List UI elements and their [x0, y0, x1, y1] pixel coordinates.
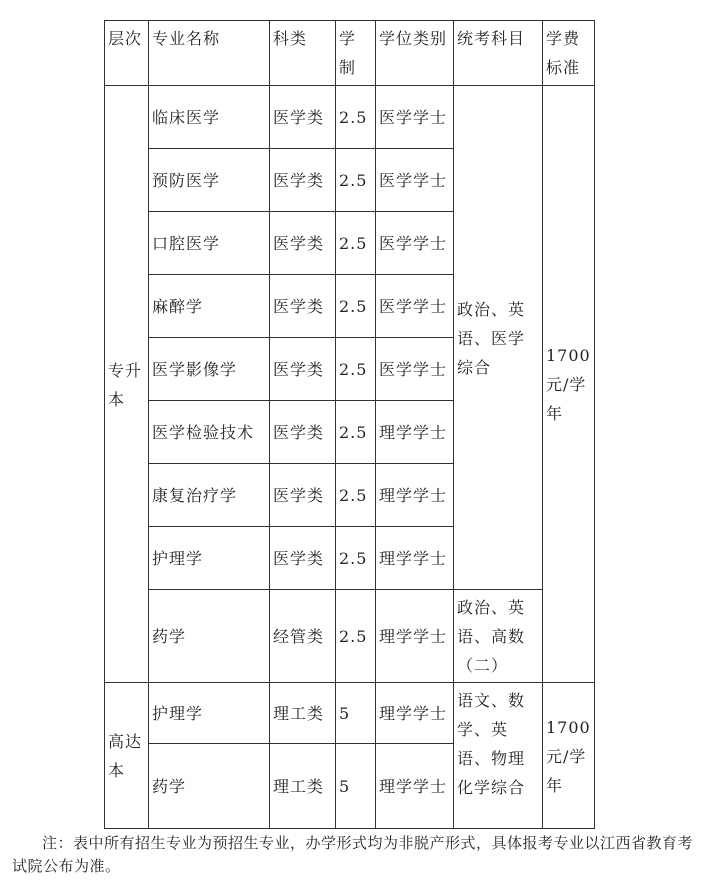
header-major: 专业名称	[149, 21, 270, 86]
degree-cell: 理学学士	[376, 744, 454, 829]
category-cell: 医学类	[270, 149, 336, 212]
enrollment-table-container	[104, 20, 595, 829]
exam-cell: 政治、英语、高数（二）	[454, 590, 543, 683]
category-cell: 医学类	[270, 464, 336, 527]
table-row	[105, 590, 595, 683]
category-cell: 医学类	[270, 401, 336, 464]
header-category: 科类	[270, 21, 336, 86]
category-cell: 理工类	[270, 683, 336, 744]
category-cell: 理工类	[270, 744, 336, 829]
major-cell: 口腔医学	[149, 212, 270, 275]
degree-cell: 医学学士	[376, 338, 454, 401]
fee-cell: 1700元/学年	[543, 683, 595, 829]
degree-cell: 医学学士	[376, 149, 454, 212]
category-cell: 医学类	[270, 86, 336, 149]
duration-cell: 2.5	[336, 464, 376, 527]
duration-cell: 5	[336, 744, 376, 829]
category-cell: 医学类	[270, 275, 336, 338]
duration-cell: 2.5	[336, 527, 376, 590]
table-footnote: 注：表中所有招生专业为预招生专业，办学形式均为非脱产形式，具体报考专业以江西省教育考试院公布为准。	[12, 834, 694, 875]
category-cell: 医学类	[270, 527, 336, 590]
duration-cell: 2.5	[336, 212, 376, 275]
category-cell: 经管类	[270, 590, 336, 683]
degree-cell: 理学学士	[376, 527, 454, 590]
degree-cell: 医学学士	[376, 275, 454, 338]
fee-cell: 1700元/学年	[543, 86, 595, 683]
major-cell: 药学	[149, 744, 270, 829]
degree-cell: 理学学士	[376, 590, 454, 683]
enrollment-table	[104, 20, 595, 829]
degree-cell: 理学学士	[376, 464, 454, 527]
header-exam: 统考科目	[454, 21, 543, 86]
table-row	[105, 86, 595, 149]
major-cell: 护理学	[149, 683, 270, 744]
duration-cell: 2.5	[336, 149, 376, 212]
header-level: 层次	[105, 21, 149, 86]
degree-cell: 医学学士	[376, 86, 454, 149]
header-duration: 学制	[336, 21, 376, 86]
table-header-row	[105, 21, 595, 86]
level-cell: 高达本	[105, 683, 149, 829]
major-cell: 医学影像学	[149, 338, 270, 401]
header-fee: 学费标准	[543, 21, 595, 86]
major-cell: 护理学	[149, 527, 270, 590]
major-cell: 康复治疗学	[149, 464, 270, 527]
exam-cell: 政治、英语、医学综合	[454, 86, 543, 590]
major-cell: 临床医学	[149, 86, 270, 149]
major-cell: 麻醉学	[149, 275, 270, 338]
duration-cell: 2.5	[336, 338, 376, 401]
degree-cell: 理学学士	[376, 683, 454, 744]
major-cell: 医学检验技术	[149, 401, 270, 464]
category-cell: 医学类	[270, 338, 336, 401]
table-row	[105, 683, 595, 744]
degree-cell: 理学学士	[376, 401, 454, 464]
level-cell: 专升本	[105, 86, 149, 683]
duration-cell: 2.5	[336, 590, 376, 683]
category-cell: 医学类	[270, 212, 336, 275]
major-cell: 药学	[149, 590, 270, 683]
exam-cell: 语文、数学、英语、物理化学综合	[454, 683, 543, 829]
duration-cell: 2.5	[336, 86, 376, 149]
duration-cell: 2.5	[336, 275, 376, 338]
major-cell: 预防医学	[149, 149, 270, 212]
header-degree: 学位类别	[376, 21, 454, 86]
duration-cell: 5	[336, 683, 376, 744]
degree-cell: 医学学士	[376, 212, 454, 275]
duration-cell: 2.5	[336, 401, 376, 464]
